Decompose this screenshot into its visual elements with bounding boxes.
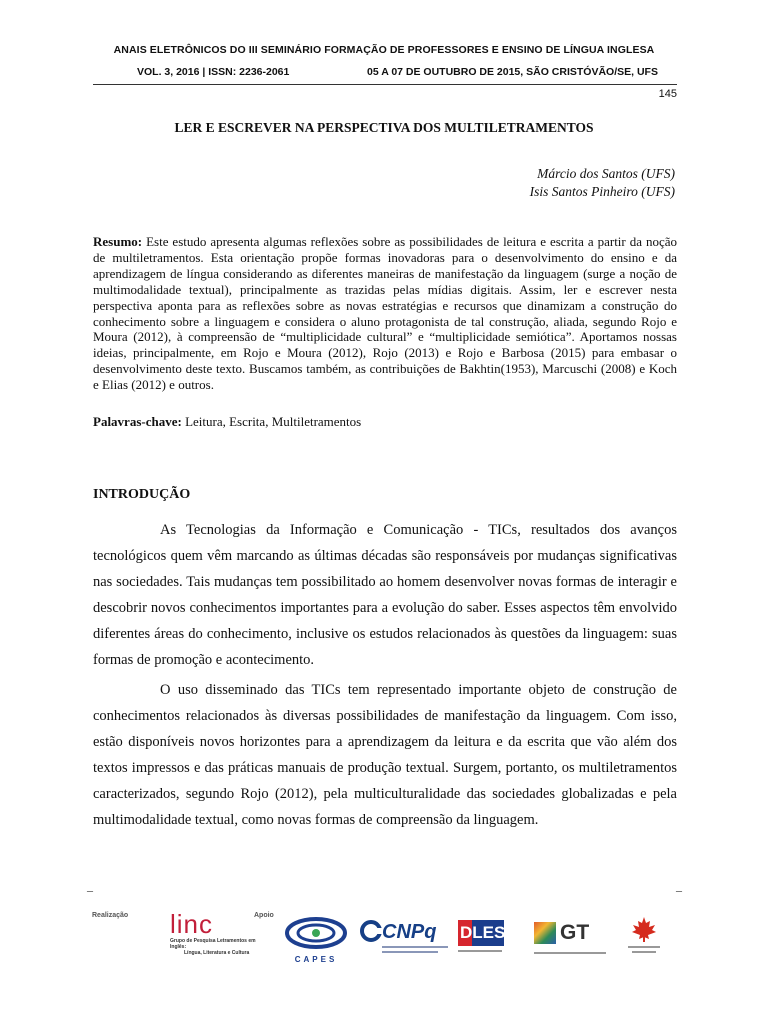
- dles-subtitle-line: [458, 950, 502, 952]
- cnpq-emblem-icon: [360, 920, 382, 942]
- author-block: [530, 165, 675, 201]
- cnpq-subtitle-line: [382, 951, 438, 953]
- linc-logo: [170, 910, 262, 956]
- cnpq-logo: [360, 920, 452, 960]
- linc-subtitle-1: Grupo de Pesquisa Letramentos em Inglês:: [170, 938, 256, 950]
- footer-mark-left: –: [87, 883, 93, 897]
- capes-emblem-icon: [284, 916, 348, 950]
- canadian-studies-logo: [624, 916, 664, 964]
- footer-mark-right: –: [676, 883, 682, 897]
- realizacao-label: Realização: [92, 912, 129, 919]
- header-rule: [93, 84, 677, 85]
- paragraph: As Tecnologias da Informação e Comunicação - TICs, resultados dos avanços tecnológicos quem vêm marcando as últimas décadas são responsáveis por mudanças significativas nas sociedades. Tais mudanças tem possibilitado ao homem desenvolver novas formas de interagir e descobrir novos conhecimentos importantes para a evolução do saber. Esses aspectos têm envolvido diferentes áreas do conhecimento, inclusive os estudos relacionados às questões da linguagem: suas formas de promoção e acontecimento.: [93, 522, 677, 668]
- event-dates: 05 A 07 DE OUTUBRO DE 2015, SÃO CRISTÓVÃO/SE, UFS: [367, 66, 658, 78]
- linc-subtitle-2: Língua, Literatura e Cultura: [184, 950, 250, 956]
- section-heading: INTRODUÇÃO: [93, 487, 191, 502]
- cnpq-subtitle-line: [382, 946, 448, 948]
- gt-wordmark: GT: [560, 921, 590, 944]
- abstract: [93, 234, 677, 393]
- sponsor-footer: [86, 902, 678, 972]
- abstract-text: Este estudo apresenta algumas reflexões sobre as possibilidades de leitura e escrita a partir da noção de multiletramentos. Esta orientação propõe formas inovadoras para o desenvolvimento do ensino e da aprendizagem de língua considerando as diferentes maneiras de manifestação da linguagem (surge a noção de multimodalidade textual), principalmente as trazidas pelas mídias digitais. Assim, ler e escrever nesta perspectiva aponta para as reflexões sobre as novas estratégias e recursos que dinamizam a construção do conhecimento sobre a linguagem e considera o aluno protagonista de tal construção, aliada, segundo Rojo e Moura (2012), à compreensão de “multiplicidade cultural” e “multiplicidade semiótica”. Aportamos nossas ideias, principalmente, em Rojo e Moura (2012), Rojo (2013) e Rojo e Barbosa (2015) para embasar o desenvolvimento deste texto. Buscamos também, as contribuições de Bakhtin(1953), Marcuschi (2008) e Koch e Elias (2012) e outros.: [93, 234, 677, 393]
- keywords: [93, 414, 677, 430]
- gt-logo: [534, 922, 614, 964]
- capes-logo: [284, 916, 348, 964]
- canada-subtitle-line: [632, 951, 656, 953]
- paragraph-1-block: [93, 517, 677, 673]
- page-number: 145: [658, 88, 677, 100]
- article-title: LER E ESCREVER NA PERSPECTIVA DOS MULTILETRAMENTOS: [174, 120, 594, 135]
- cnpq-wordmark: CNPq: [382, 921, 437, 943]
- linc-wordmark: linc: [170, 909, 214, 939]
- capes-wordmark: CAPES: [294, 955, 338, 964]
- paragraph: O uso disseminado das TICs tem representado importante objeto de construção de conhecimentos relacionados às diversas possibilidades de manifestação da linguagem. Com isso, estão disponíveis novos horizontes para a aprendizagem da leitura e da escrita que vão além dos textos impressos e das práticas manuais de produção textual. Surgem, portanto, os multiletramentos caracterizados, segundo Rojo (2012), pela multiculturalidade das sociedades globalizadas e pela multimodalidade textual, como novas formas de compreensão da linguagem.: [93, 682, 677, 828]
- author-1: Márcio dos Santos (UFS): [537, 166, 675, 181]
- abstract-label: Resumo:: [93, 234, 143, 249]
- keywords-text: Leitura, Escrita, Multiletramentos: [181, 414, 362, 429]
- gt-subtitle-line: [534, 952, 606, 954]
- author-2: Isis Santos Pinheiro (UFS): [529, 184, 675, 199]
- gt-emblem-icon: [534, 922, 556, 944]
- journal-header: ANAIS ELETRÔNICOS DO III SEMINÁRIO FORMAÇÃO DE PROFESSORES E ENSINO DE LÍNGUA INGLESA: [113, 44, 655, 56]
- keywords-label: Palavras-chave:: [93, 414, 182, 429]
- maple-leaf-icon: [631, 916, 657, 942]
- canada-subtitle-line: [628, 946, 660, 948]
- apoio-label: Apoio: [254, 912, 274, 919]
- volume-issn: VOL. 3, 2016 | ISSN: 2236-2061: [137, 66, 290, 78]
- dles-logo: [458, 920, 504, 960]
- dles-block: [458, 920, 504, 946]
- paragraph-2-block: [93, 677, 677, 833]
- dles-wordmark: DLES: [460, 923, 506, 942]
